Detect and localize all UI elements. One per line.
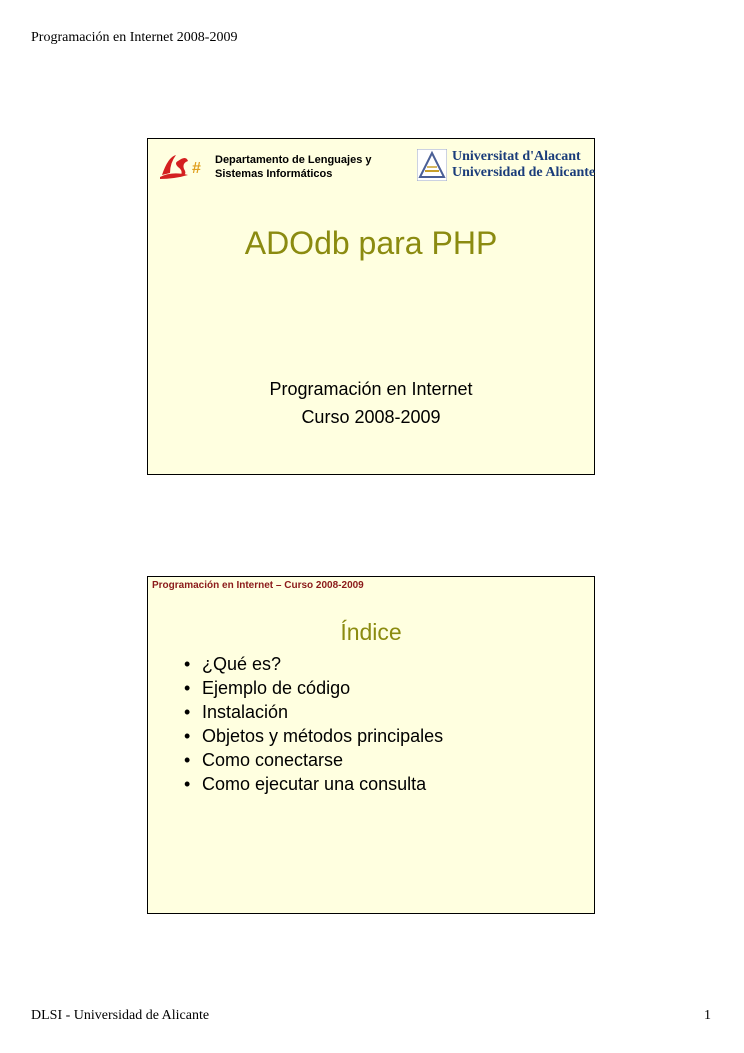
list-item: • ¿Qué es? xyxy=(184,654,282,674)
university-name-spanish: Universidad de Alicante xyxy=(452,165,596,180)
bullet-icon: • xyxy=(184,750,191,770)
title-slide xyxy=(147,138,595,475)
subtitle-course-year: Curso 2008-2009 xyxy=(301,407,441,427)
list-item: • Objetos y métodos principales xyxy=(184,726,444,746)
slide-subtitle xyxy=(148,375,594,431)
slide-header: Programación en Internet – Curso 2008-2009 xyxy=(152,580,364,591)
bullet-icon: • xyxy=(184,654,191,674)
bullet-icon: • xyxy=(184,726,191,746)
bullet-icon: • xyxy=(184,774,191,794)
university-name-valencian: Universitat d'Alacant xyxy=(452,149,581,164)
university-crest-icon xyxy=(417,149,447,181)
index-title: Índice xyxy=(340,619,402,645)
bullet-icon: • xyxy=(184,678,191,698)
list-item: • Instalación xyxy=(184,702,289,722)
page-footer: DLSI - Universidad de Alicante xyxy=(31,1008,210,1023)
department-name: Departamento de Lenguajes y Sistemas Informáticos xyxy=(215,154,372,180)
list-item: • Como ejecutar una consulta xyxy=(184,774,427,794)
svg-text:#: # xyxy=(192,160,201,177)
subtitle-course-name: Programación en Internet xyxy=(269,379,473,399)
list-item: • Como conectarse xyxy=(184,750,344,770)
list-item: • Ejemplo de código xyxy=(184,678,351,698)
index-slide xyxy=(147,576,595,914)
bullet-icon: • xyxy=(184,702,191,722)
page-number: 1 xyxy=(704,1008,711,1023)
slide-title: ADOdb para PHP xyxy=(244,225,498,261)
university-name xyxy=(452,149,595,181)
index-list xyxy=(184,652,443,796)
dlsi-logo-icon xyxy=(158,149,210,183)
page-header: Programación en Internet 2008-2009 xyxy=(31,30,238,45)
